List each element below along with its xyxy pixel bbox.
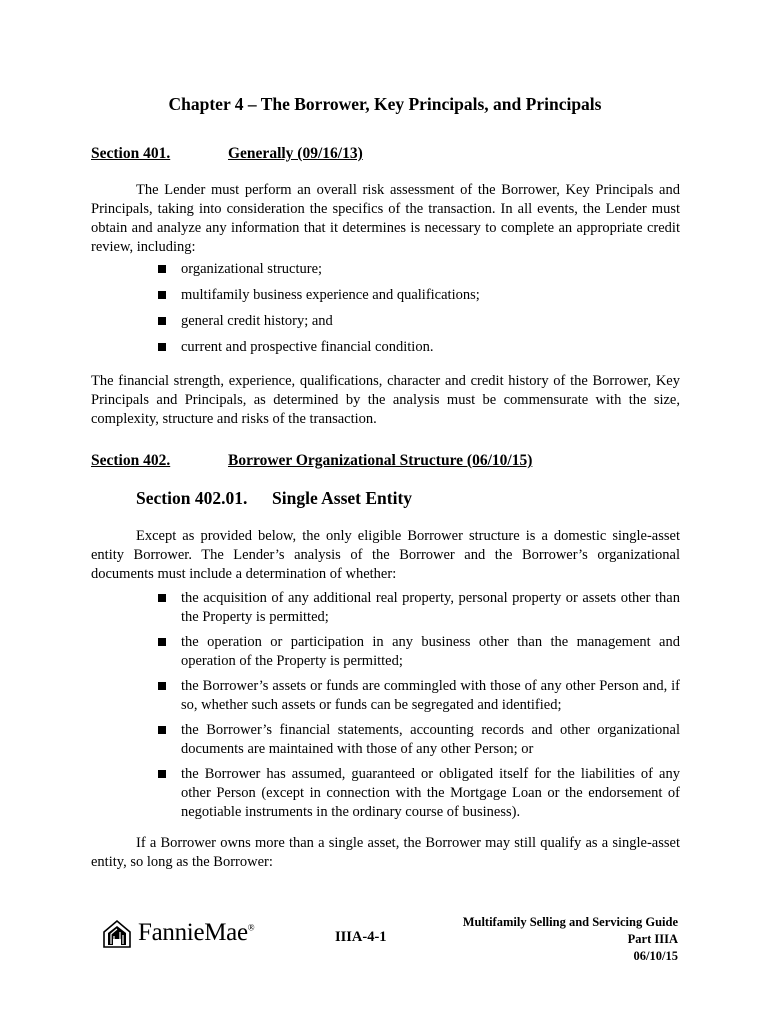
list-item: current and prospective financial condition.	[158, 338, 680, 357]
section-402-01-intro: Except as provided below, the only eligible Borrower structure is a domestic single-asset entity Borrower. The Lender’s analysis of the Borrower and the Borrower’s organizational documents must include a determination of whether:	[91, 528, 680, 582]
logo-wordmark: FannieMae®	[138, 919, 255, 946]
section-401-intro: The Lender must perform an overall risk assessment of the Borrower, Key Principals and Principals, taking into consideration the specifics of the transaction. In all events, the Lender must obtain and analyze any information that it determines is necessary to complete an appropriate credit review, including:	[91, 182, 680, 255]
section-title: Borrower Organizational Structure (06/10/15)	[228, 452, 533, 469]
guide-title: Multifamily Selling and Servicing Guide	[462, 915, 678, 929]
bullet-icon	[158, 594, 166, 602]
list-item: the operation or participation in any business other than the management and operation of the Property is permitted;	[158, 633, 680, 671]
subsection-title: Single Asset Entity	[272, 488, 413, 508]
subsection-number: Section 402.01.	[136, 488, 248, 508]
bullet-icon	[158, 291, 166, 299]
bullet-icon	[158, 265, 166, 273]
bullet-icon	[158, 770, 166, 778]
bullet-icon	[158, 343, 166, 351]
section-number: Section 402.	[91, 452, 171, 469]
bullet-icon	[158, 682, 166, 690]
fannie-mae-logo	[102, 916, 254, 950]
fannie-mae-house-icon	[102, 918, 132, 948]
list-item: the acquisition of any additional real property, personal property or assets other than the Property is permitted;	[158, 589, 680, 627]
list-item: general credit history; and	[158, 312, 680, 331]
chapter-title: Chapter 4 – The Borrower, Key Principals, and Principals	[168, 94, 602, 114]
section-number: Section 401.	[91, 145, 171, 162]
section-402-01-closing: If a Borrower owns more than a single asset, the Borrower may still qualify as a single-asset entity, so long as the Borrower:	[91, 835, 680, 870]
list-item: multifamily business experience and qualifications;	[158, 286, 680, 305]
list-item: the Borrower’s assets or funds are commingled with those of any other Person and, if so, whether such assets or funds can be segregated and identified;	[158, 677, 680, 715]
guide-date: 06/10/15	[633, 949, 678, 963]
bullet-icon	[158, 317, 166, 325]
list-item: the Borrower’s financial statements, accounting records and other organizational documents are maintained with those of any other Person; or	[158, 721, 680, 759]
bullet-icon	[158, 726, 166, 734]
list-item: the Borrower has assumed, guaranteed or obligated itself for the liabilities of any other Person (except in connection with the Mortgage Loan or the endorsement of negotiable instruments in the ordinary course of business).	[158, 765, 680, 822]
guide-part: Part IIIA	[627, 932, 678, 946]
section-402-01-bullet-list	[158, 589, 680, 822]
bullet-icon	[158, 638, 166, 646]
section-401-bullet-list	[158, 260, 680, 357]
list-item: organizational structure;	[158, 260, 680, 279]
footer-guide-info	[463, 914, 678, 965]
page-number: IIIA-4-1	[335, 929, 387, 945]
section-title: Generally (09/16/13)	[228, 145, 363, 162]
section-401-closing: The financial strength, experience, qualifications, character and credit history of the Borrower, Key Principals and Principals, as determined by the analysis must be commensurate with the size, complexity, structure and risks of the transaction.	[91, 373, 680, 427]
